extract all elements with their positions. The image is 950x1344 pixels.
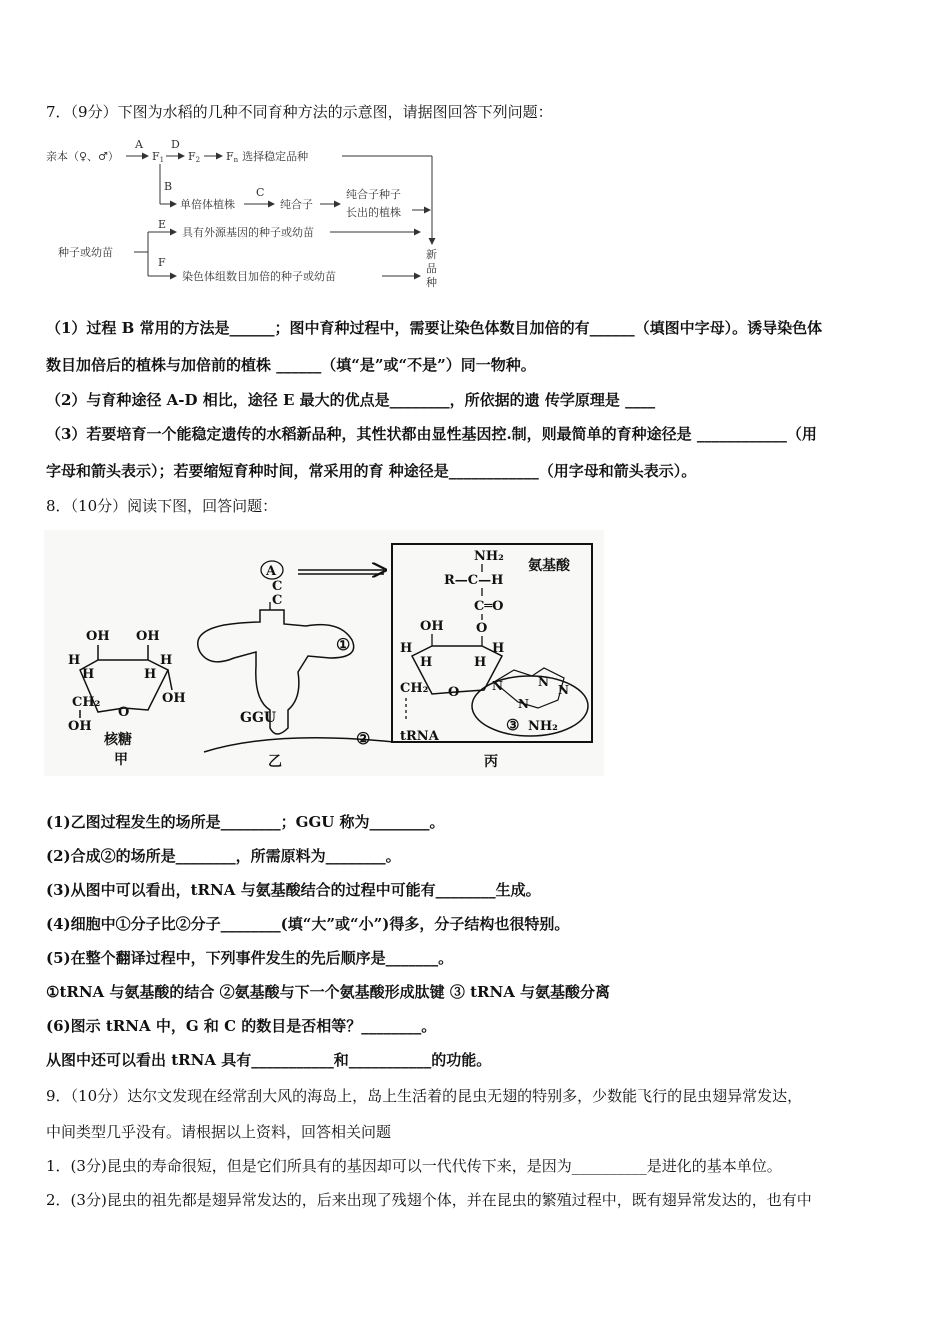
f1-label: F1: [152, 150, 165, 164]
svg-text:③: ③: [506, 716, 520, 734]
label-d: D: [171, 138, 180, 151]
svg-text:CH₂: CH₂: [400, 681, 429, 696]
q9-sub2: 2．(3分)昆虫的祖先都是翅异常发达的，后来出现了残翅个体，并在昆虫的繁殖过程中，既有翅异常发达的，也有中: [46, 1191, 812, 1209]
svg-text:C: C: [272, 593, 283, 608]
label-f: F: [158, 256, 166, 269]
q9-line-1: 9．（10分）达尔文发现在经常刮大风的海岛上，岛上生活着的昆虫无翅的特别多，少数能飞行的昆虫翅异常发达，: [46, 1087, 803, 1105]
svg-text:甲: 甲: [114, 752, 128, 768]
svg-text:H: H: [420, 655, 433, 670]
new-variety-2: 品: [426, 262, 437, 275]
q7-sub3-line1: （3）若要培育一个能稳定遗传的水稻新品种，其性状都由显性基因控.制，则最简单的育种途径是 ____________（用: [46, 425, 817, 443]
svg-text:H: H: [160, 653, 173, 668]
label-a: A: [135, 138, 143, 151]
foreign-gene-label: 具有外源基因的种子或幼苗: [182, 226, 314, 239]
fn-label: Fn 选择稳定品种: [226, 150, 309, 164]
svg-text:H: H: [144, 667, 157, 682]
svg-text:N: N: [558, 683, 569, 697]
breeding-diagram: [44, 136, 454, 292]
svg-text:NH₂: NH₂: [528, 719, 558, 734]
svg-text:O: O: [448, 685, 460, 700]
aminoacyl-structure: [400, 549, 588, 770]
q7-heading: 7．（9分）下图为水稻的几种不同育种方法的示意图，请据图回答下列问题：: [46, 103, 553, 121]
pure-seed-line1: 纯合子种子: [346, 188, 401, 201]
svg-text:A: A: [266, 564, 277, 579]
svg-text:C: C: [272, 579, 283, 594]
svg-text:核糖: 核糖: [104, 732, 132, 748]
svg-text:①: ①: [336, 635, 351, 654]
q8-line-3: (3)从图中可以看出，tRNA 与氨基酸结合的过程中可能有________生成。: [46, 881, 541, 899]
svg-text:乙: 乙: [268, 754, 282, 770]
q9-line-2: 中间类型几乎没有。请根据以上资料，回答相关问题: [46, 1123, 392, 1141]
q8-line-1: (1)乙图过程发生的场所是________；GGU 称为________。: [46, 813, 445, 831]
q8-line-6: ①tRNA 与氨基酸的结合 ②氨基酸与下一个氨基酸形成肽键 ③ tRNA 与氨基酸分离: [46, 983, 611, 1001]
label-c: C: [256, 186, 265, 199]
svg-text:N: N: [538, 675, 549, 689]
svg-text:氨基酸: 氨基酸: [528, 558, 570, 574]
svg-text:N: N: [518, 697, 529, 711]
svg-text:C═O: C═O: [474, 599, 504, 614]
trna-figure: [44, 530, 604, 776]
svg-text:GGU: GGU: [240, 710, 277, 726]
trna-cloverleaf: [198, 561, 394, 770]
svg-text:R—C—H: R—C—H: [444, 573, 504, 588]
q8-line-4: (4)细胞中①分子比②分子________(填“大”或“小”)得多，分子结构也很特别。: [46, 915, 570, 933]
svg-text:丙: 丙: [484, 754, 498, 770]
svg-text:H: H: [474, 655, 487, 670]
q7-sub1-line2: 数目加倍后的植株与加倍前的植株 ______（填“是”或“不是”）同一物种。: [46, 356, 536, 374]
q9-sub1: 1．(3分)昆虫的寿命很短，但是它们所具有的基因却可以一代代传下来，是因为__________是进化的基本单位。: [46, 1157, 782, 1175]
svg-text:H: H: [68, 653, 81, 668]
svg-text:H: H: [400, 641, 413, 656]
svg-text:OH: OH: [162, 691, 186, 706]
q8-line-7: (6)图示 tRNA 中，G 和 C 的数目是否相等？________。: [46, 1017, 437, 1035]
svg-text:OH: OH: [86, 629, 110, 644]
parent-label: 亲本（♀、♂）: [46, 150, 119, 163]
q7-sub1-line1: （1）过程 B 常用的方法是______；图中育种过程中，需要让染色体数目加倍的有______（填图中字母）。诱导染色体: [46, 319, 823, 337]
label-e: E: [158, 218, 167, 231]
svg-text:H: H: [492, 641, 505, 656]
q8-heading: 8．（10分）阅读下图，回答问题：: [46, 497, 278, 515]
svg-text:N: N: [492, 679, 503, 693]
pure-label: 纯合子: [280, 198, 313, 211]
q8-line-2: (2)合成②的场所是________，所需原料为________。: [46, 847, 401, 865]
q7-sub2: （2）与育种途径 A-D 相比，途径 E 最大的优点是________，所依据的遗 传学原理是 ____: [46, 391, 656, 409]
svg-text:CH₂: CH₂: [72, 695, 101, 710]
pure-seed-line2: 长出的植株: [346, 206, 401, 219]
svg-text:OH: OH: [136, 629, 160, 644]
new-variety-3: 种: [426, 276, 437, 289]
svg-text:O: O: [476, 621, 488, 636]
haploid-label: 单倍体植株: [180, 198, 235, 211]
svg-text:NH₂: NH₂: [474, 549, 504, 564]
seed-label: 种子或幼苗: [58, 246, 113, 259]
label-b: B: [164, 180, 173, 193]
svg-text:OH: OH: [420, 619, 444, 634]
svg-text:②: ②: [356, 729, 371, 748]
q8-line-8: 从图中还可以看出 tRNA 具有___________和___________的功能。: [46, 1051, 492, 1069]
svg-text:tRNA: tRNA: [400, 729, 439, 744]
svg-text:OH: OH: [68, 719, 92, 734]
q8-line-5: (5)在整个翻译过程中，下列事件发生的先后顺序是_______。: [46, 949, 454, 967]
new-variety-1: 新: [426, 248, 437, 261]
f2-label: F2: [188, 150, 201, 164]
svg-text:O: O: [118, 705, 130, 720]
svg-text:H: H: [82, 667, 95, 682]
doubled-label: 染色体组数目加倍的种子或幼苗: [182, 270, 336, 283]
q7-sub3-line2: 字母和箭头表示）；若要缩短育种时间，常采用的育 种途径是____________（用字母和箭头表示）。: [46, 462, 697, 480]
ribose-structure: [68, 629, 186, 768]
